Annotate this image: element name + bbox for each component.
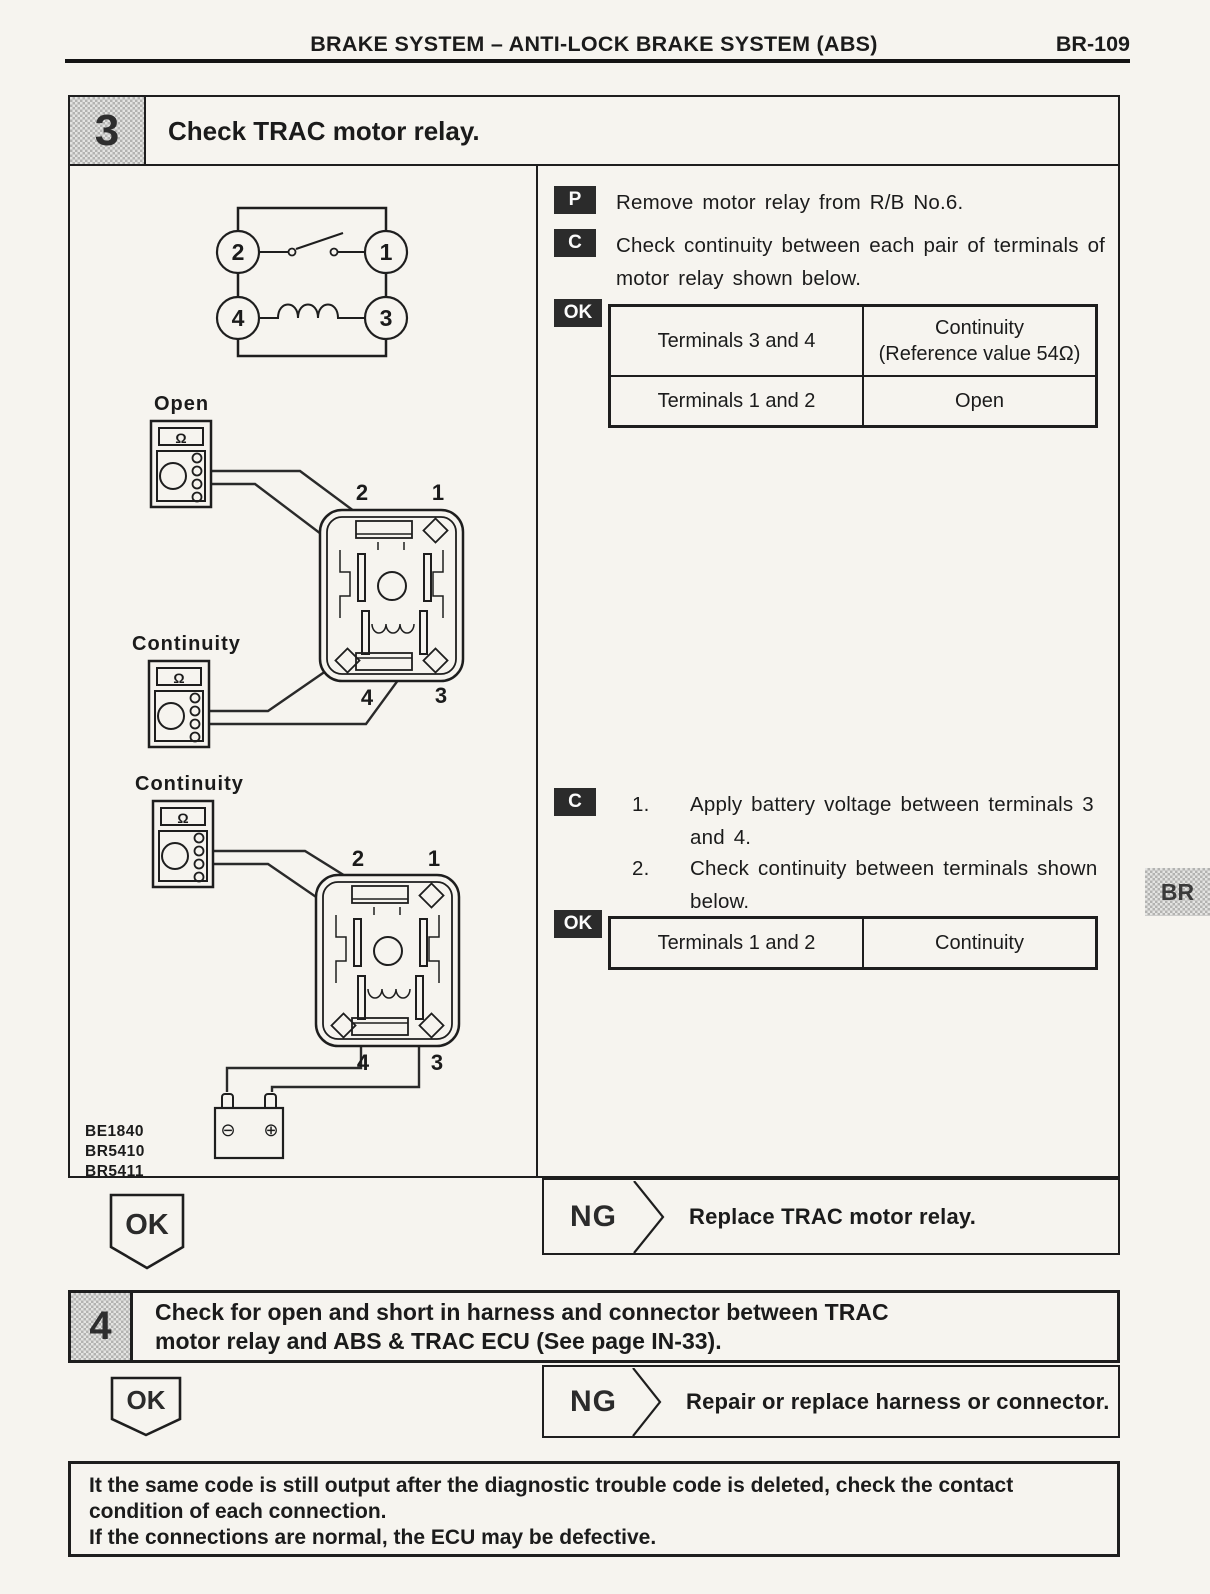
ok-pentagon-2 <box>110 1376 184 1438</box>
relay-connector-face-2 <box>316 875 459 1046</box>
switch-contact <box>289 249 296 256</box>
relay-connector-face-1 <box>320 510 463 681</box>
prepare-text: Remove motor relay from R/B No.6. <box>616 191 964 214</box>
list-number-2: 2. <box>632 857 650 880</box>
step4-title-line1: Check for open and short in harness and connector between TRAC <box>155 1298 889 1325</box>
figure-codes <box>85 1123 145 1178</box>
ohm-symbol: Ω <box>177 810 189 826</box>
conn2-pin-3: 3 <box>430 1050 444 1075</box>
ok-pentagon-1 <box>108 1192 188 1272</box>
note-line-2: condition of each connection. <box>89 1500 387 1523</box>
figure-code-1: BE1840 <box>85 1123 145 1140</box>
ng-label: NG <box>570 1199 617 1233</box>
footer-note <box>68 1461 1120 1557</box>
continuity-spec-table <box>608 304 1098 428</box>
meter1-label: Open <box>154 393 210 415</box>
ng-chevron-icon <box>632 1368 664 1436</box>
section-tab-br <box>1145 868 1210 916</box>
battery <box>215 1094 283 1158</box>
page-header-title: BRAKE SYSTEM – ANTI-LOCK BRAKE SYSTEM (ABS) <box>310 32 878 56</box>
conn2-pin-1: 1 <box>427 846 441 871</box>
note-line-3: If the connections are normal, the ECU may be defective. <box>89 1526 657 1549</box>
section-tab-label: BR <box>1160 878 1195 905</box>
relay-terminal-4: 4 <box>231 305 245 331</box>
ohm-symbol: Ω <box>175 430 187 446</box>
spec-value-line1: Continuity <box>935 317 1024 339</box>
switch-contact <box>331 249 338 256</box>
conn1-pin-3: 3 <box>434 683 448 708</box>
step3-title: Check TRAC motor relay. <box>168 115 480 146</box>
ok-badge-2: OK <box>554 910 602 938</box>
ok-pentagon-label: OK <box>126 1385 166 1415</box>
spec-cell: Terminals 3 and 4 <box>610 306 863 376</box>
list-item-2: Check continuity between terminals shown below. <box>690 857 1098 913</box>
relay-terminal-1: 1 <box>379 239 393 265</box>
step4-number: 4 <box>71 1293 133 1360</box>
page-number: BR-109 <box>1055 32 1130 56</box>
relay-test-diagram <box>68 167 538 1178</box>
check-badge-2: C <box>554 788 596 816</box>
relay-terminal-3: 3 <box>379 305 393 331</box>
ng-action-text: Repair or replace harness or connector. <box>686 1388 1110 1414</box>
step4-title-line2: motor relay and ABS & TRAC ECU (See page IN-33). <box>155 1327 722 1354</box>
coil-symbol <box>259 305 365 319</box>
step3-ng-row <box>542 1178 1120 1255</box>
step3-header <box>68 95 1120 167</box>
header-rule <box>65 59 1130 63</box>
ok-pentagon-label: OK <box>125 1209 169 1241</box>
figure-code-3: BR5411 <box>85 1163 145 1178</box>
switch-blade <box>296 233 343 249</box>
relay-terminal-2: 2 <box>231 239 245 265</box>
ohm-symbol: Ω <box>173 670 185 686</box>
meter3-label: Continuity <box>135 773 244 795</box>
note-line-1: It the same code is still output after the diagnostic trouble code is deleted, check the contact <box>89 1474 1014 1497</box>
step4-ng-row <box>542 1365 1120 1438</box>
figure-code-2: BR5410 <box>85 1143 145 1160</box>
ng-action-text: Replace TRAC motor relay. <box>689 1203 977 1229</box>
ok-badge-1: OK <box>554 299 602 327</box>
conn2-pin-2: 2 <box>351 846 365 871</box>
conn1-pin-4: 4 <box>360 685 374 710</box>
spec-cell: Continuity <box>863 918 1096 968</box>
spec-cell: Open <box>863 376 1096 426</box>
spec-cell <box>863 306 1096 376</box>
spec-cell: Terminals 1 and 2 <box>610 918 863 968</box>
ng-chevron-icon <box>633 1181 667 1253</box>
step3-number: 3 <box>70 97 146 165</box>
prepare-badge: P <box>554 186 596 214</box>
conn1-pin-2: 2 <box>355 480 369 505</box>
list-item-1: Apply battery voltage between terminals 3 and 4. <box>690 793 1094 849</box>
ng-label: NG <box>570 1384 617 1418</box>
check-text: Check continuity between each pair of terminals of motor relay shown below. <box>616 234 1106 290</box>
conn1-pin-1: 1 <box>431 480 445 505</box>
spec-value-line2: (Reference value 54Ω) <box>878 343 1081 365</box>
check-badge: C <box>554 229 596 257</box>
conn2-pin-4: 4 <box>356 1050 370 1075</box>
relay-circuit-schematic <box>217 208 407 356</box>
list-number-1: 1. <box>632 793 650 816</box>
meter2-label: Continuity <box>132 633 241 655</box>
step4-header <box>68 1290 1120 1363</box>
battery-plus-symbol: ⊕ <box>263 1120 279 1140</box>
battery-minus-symbol: ⊖ <box>220 1120 236 1140</box>
spec-cell: Terminals 1 and 2 <box>610 376 863 426</box>
continuity-spec-table-2 <box>608 916 1098 970</box>
